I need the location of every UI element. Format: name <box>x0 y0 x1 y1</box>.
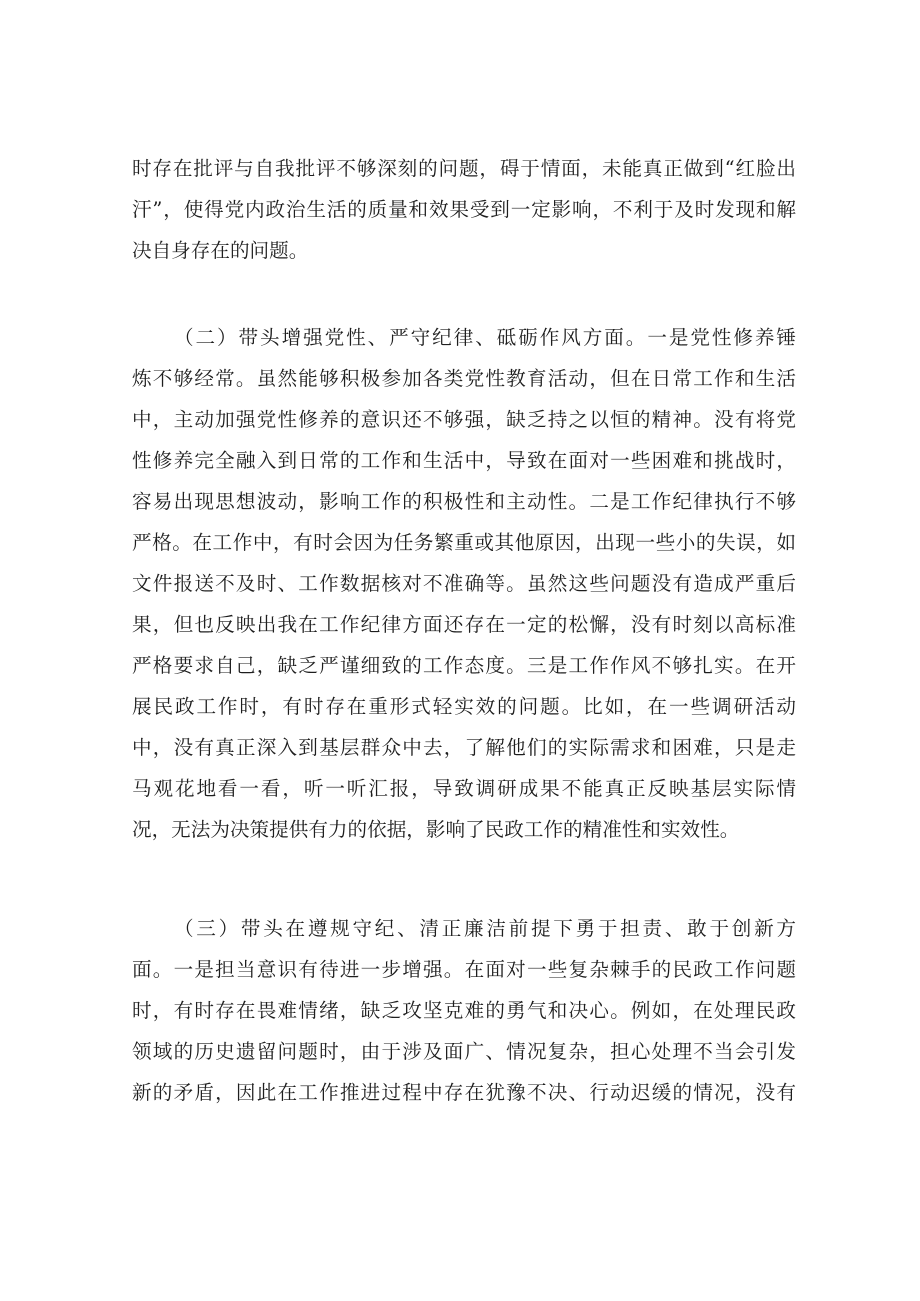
text-line: 决自身存在的问题。 <box>132 239 309 262</box>
paragraph-section-two <box>132 317 796 850</box>
text-line: 炼不够经常。虽然能够积极参加各类党性教育活动，但在日常工作和生活 <box>132 367 796 390</box>
text-line: 严格要求自己，缺乏严谨细致的工作态度。三是工作作风不够扎实。在开 <box>132 654 796 677</box>
text-line: 面。一是担当意识有待进一步增强。在面对一些复杂棘手的民政工作问题 <box>132 958 796 981</box>
text-line: 容易出现思想波动，影响工作的积极性和主动性。二是工作纪律执行不够 <box>132 490 796 513</box>
text-line: 果，但也反映出我在工作纪律方面还存在一定的松懈，没有时刻以高标准 <box>132 613 796 636</box>
text-line: 马观花地看一看，听一听汇报，导致调研成果不能真正反映基层实际情 <box>132 777 796 800</box>
text-line: 性修养完全融入到日常的工作和生活中，导致在面对一些困难和挑战时， <box>132 449 796 472</box>
text-line: 文件报送不及时、工作数据核对不准确等。虽然这些问题没有造成严重后 <box>132 572 796 595</box>
text-line: 汗”，使得党内政治生活的质量和效果受到一定影响，不利于及时发现和解 <box>132 198 796 221</box>
text-line: 况，无法为决策提供有力的依据，影响了民政工作的精准性和实效性。 <box>132 818 740 841</box>
paragraph-criticism-continuation <box>132 148 796 271</box>
text-line: 中，主动加强党性修养的意识还不够强，缺乏持之以恒的精神。没有将党 <box>132 408 796 431</box>
text-line: 时，有时存在畏难情绪，缺乏攻坚克难的勇气和决心。例如，在处理民政 <box>132 999 796 1022</box>
text-line: 领域的历史遗留问题时，由于涉及面广、情况复杂，担心处理不当会引发 <box>132 1040 796 1063</box>
paragraph-section-three <box>132 908 796 1113</box>
text-line: （三）带头在遵规守纪、清正廉洁前提下勇于担责、敢于创新方 <box>174 917 796 940</box>
text-line: 新的矛盾，因此在工作推进过程中存在犹豫不决、行动迟缓的情况，没有 <box>132 1081 796 1104</box>
text-line: 严格。在工作中，有时会因为任务繁重或其他原因，出现一些小的失误，如 <box>132 531 796 554</box>
text-line: （二）带头增强党性、严守纪律、砥砺作风方面。一是党性修养锤 <box>174 326 796 349</box>
text-line: 中，没有真正深入到基层群众中去，了解他们的实际需求和困难，只是走 <box>132 736 796 759</box>
text-line: 时存在批评与自我批评不够深刻的问题，碍于情面，未能真正做到“红脸出 <box>132 157 796 180</box>
text-line: 展民政工作时，有时存在重形式轻实效的问题。比如，在一些调研活动 <box>132 695 796 718</box>
